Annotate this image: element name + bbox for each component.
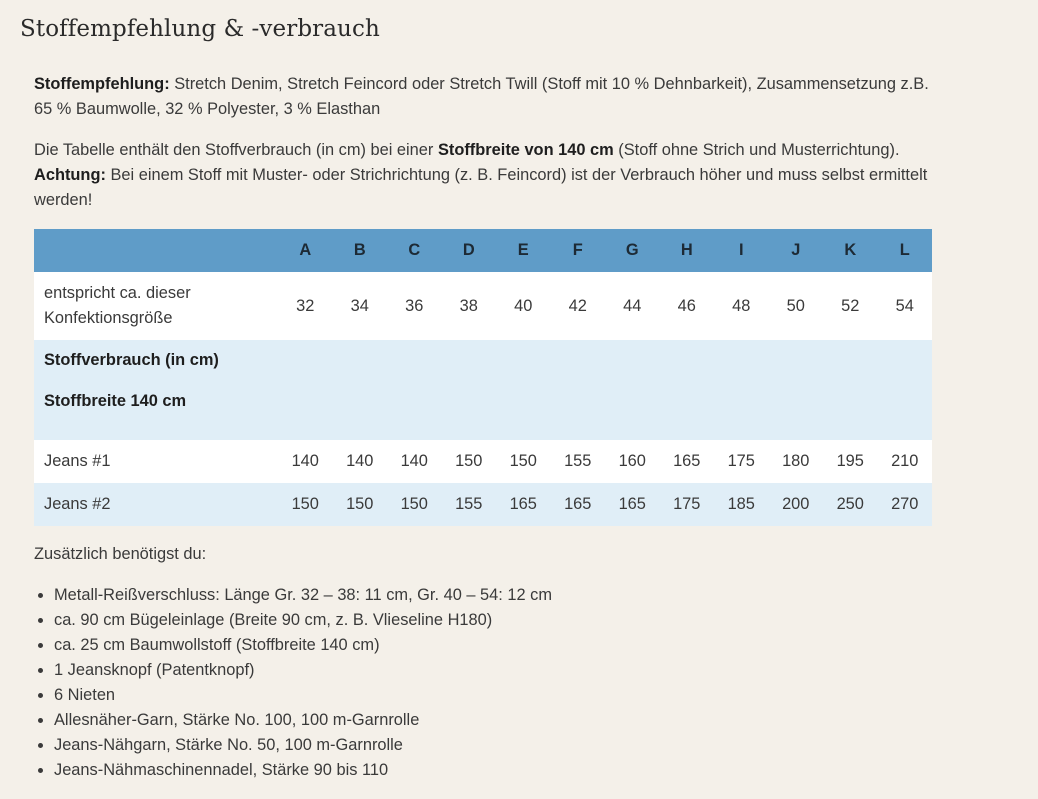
table-cell: 38 [442, 272, 497, 340]
table-cell: 175 [714, 440, 769, 483]
table-cell: 36 [387, 272, 442, 340]
recommendation-label: Stoffempfehlung: [34, 75, 170, 93]
header-size: L [878, 229, 933, 272]
list-item: • ca. 25 cm Baumwollstoff (Stoffbreite 140 cm) [54, 633, 931, 658]
table-cell: 140 [333, 440, 388, 483]
list-item: • Jeans-Nähgarn, Stärke No. 50, 100 m-Garnrolle [54, 733, 931, 758]
table-cell: 180 [769, 440, 824, 483]
table-header-row [34, 229, 932, 272]
page-title: Stoffempfehlung & -verbrauch [20, 16, 380, 42]
table-cell: 210 [878, 440, 933, 483]
table-cell: 40 [496, 272, 551, 340]
fabric-consumption-table [34, 229, 932, 526]
header-size: F [551, 229, 606, 272]
info-part-3: Bei einem Stoff mit Muster- oder Strichrichtung (z. B. Feincord) ist der Verbrauch höher und muss selbst ermittelt werden! [34, 166, 928, 209]
table-row-jeans-2 [34, 483, 932, 526]
info-fabric-width: Stoffbreite von 140 cm [437, 141, 614, 159]
table-cell: 46 [660, 272, 715, 340]
header-size: B [333, 229, 388, 272]
list-item: • Metall-Reißverschluss: Länge Gr. 32 – 38: 11 cm, Gr. 40 – 54: 12 cm [54, 583, 931, 608]
section-title: Stoffverbrauch (in cm) [44, 351, 219, 369]
table-cell: 48 [714, 272, 769, 340]
list-item: • 6 Nieten [54, 683, 931, 708]
header-size: D [442, 229, 497, 272]
table-cell: 34 [333, 272, 388, 340]
row-label: Jeans #2 [34, 483, 278, 526]
table-cell: 150 [442, 440, 497, 483]
header-size: A [278, 229, 333, 272]
row-label: entspricht ca. dieser Konfektionsgröße [34, 272, 278, 340]
extras-title: Zusätzlich benötigst du: [34, 545, 207, 563]
table-cell: 165 [605, 483, 660, 526]
list-item: • ca. 90 cm Bügeleinlage (Breite 90 cm, z. B. Vlieseline H180) [54, 608, 931, 633]
header-size: I [714, 229, 769, 272]
table-cell: 150 [333, 483, 388, 526]
table-cell: 155 [551, 440, 606, 483]
table-row-jeans-1 [34, 440, 932, 483]
table-cell: 155 [442, 483, 497, 526]
table-cell: 150 [496, 440, 551, 483]
table-cell: 160 [605, 440, 660, 483]
table-section-row [34, 340, 932, 440]
table-cell: 50 [769, 272, 824, 340]
table-cell: 44 [605, 272, 660, 340]
table-cell: 185 [714, 483, 769, 526]
table-cell: 54 [878, 272, 933, 340]
table-cell: 175 [660, 483, 715, 526]
list-item: • 1 Jeansknopf (Patentknopf) [54, 658, 931, 683]
row-label: Jeans #1 [34, 440, 278, 483]
table-cell: 165 [496, 483, 551, 526]
header-size: K [823, 229, 878, 272]
info-warning-label: Achtung: [34, 166, 106, 184]
table-cell: 32 [278, 272, 333, 340]
table-cell: 165 [660, 440, 715, 483]
table-cell: 200 [769, 483, 824, 526]
list-item: • Allesnäher-Garn, Stärke No. 100, 100 m-Garnrolle [54, 708, 931, 733]
table-cell: 270 [878, 483, 933, 526]
info-part-1: Die Tabelle enthält den Stoffverbrauch (in cm) bei einer [34, 141, 438, 159]
info-part-2: (Stoff ohne Strich und Musterrichtung). [613, 141, 900, 159]
table-cell: 52 [823, 272, 878, 340]
table-cell: 250 [823, 483, 878, 526]
header-size: C [387, 229, 442, 272]
list-item: • Jeans-Nähmaschinennadel, Stärke 90 bis 110 [54, 758, 931, 783]
table-cell: 195 [823, 440, 878, 483]
header-empty-cell [34, 229, 278, 272]
content [34, 72, 931, 783]
extras-list [34, 583, 931, 783]
recommendation-text: Stretch Denim, Stretch Feincord oder Stretch Twill (Stoff mit 10 % Dehnbarkeit), Zusammensetzung z.B. 65 % Baumwolle, 32 % Polyester, 3 % Elasthan [34, 75, 929, 118]
header-size: J [769, 229, 824, 272]
header-size: H [660, 229, 715, 272]
header-size: E [496, 229, 551, 272]
table-cell: 140 [387, 440, 442, 483]
table-row-konfektion [34, 272, 932, 340]
fabric-recommendation [34, 72, 931, 122]
section-cell [34, 340, 932, 440]
header-size: G [605, 229, 660, 272]
table-cell: 42 [551, 272, 606, 340]
table-cell: 150 [387, 483, 442, 526]
table-cell: 140 [278, 440, 333, 483]
table-cell: 150 [278, 483, 333, 526]
section-subtitle: Stoffbreite 140 cm [44, 392, 187, 410]
table-cell: 165 [551, 483, 606, 526]
fabric-info [34, 138, 931, 213]
